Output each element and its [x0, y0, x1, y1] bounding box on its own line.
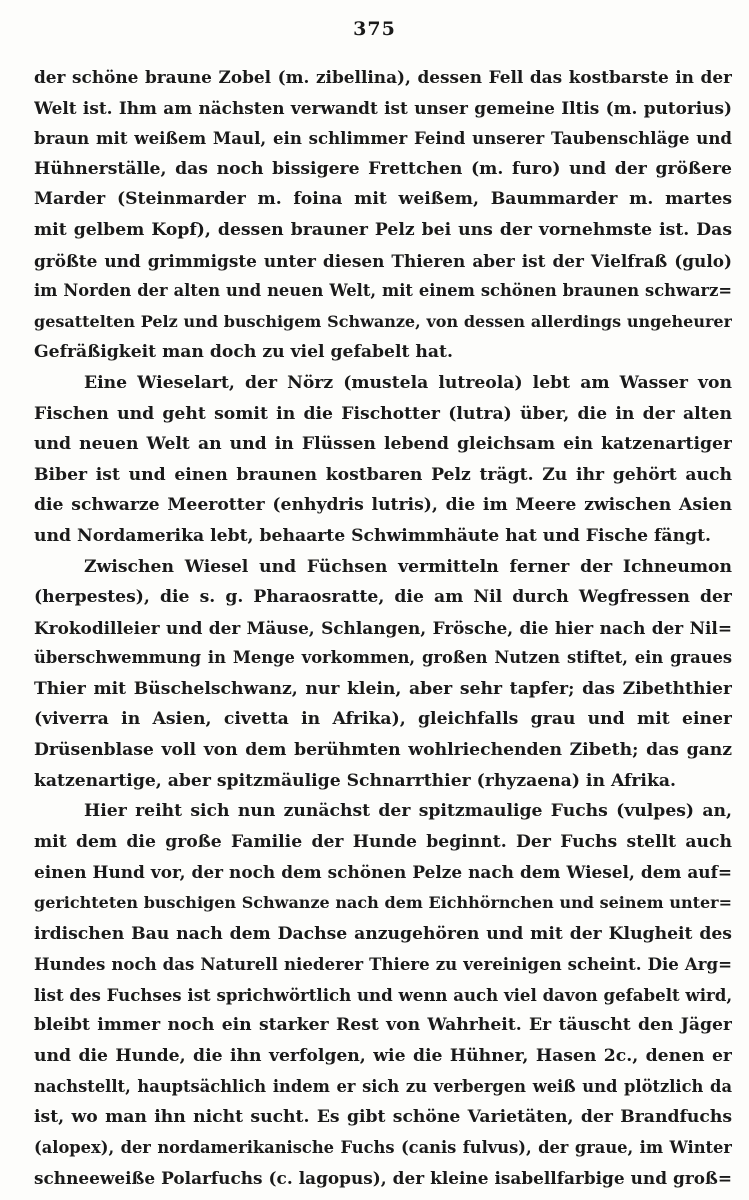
text-line: Eine Wieselart, der Nörz (mustela lutreola) lebt am Wasser von — [84, 372, 732, 393]
text-line: Zwischen Wiesel und Füchsen vermitteln ferner der Ichneumon — [84, 556, 732, 577]
text-line: irdischen Bau nach dem Dachse anzugehören und mit der Klugheit des — [34, 923, 732, 944]
page-number: 375 — [353, 18, 396, 40]
text-line: bleibt immer noch ein starker Rest von Wahrheit. Er täuscht den Jäger — [34, 1015, 732, 1036]
body-text — [34, 62, 732, 1194]
text-line: (alopex), der nordamerikanische Fuchs (canis fulvus), der graue, im Winter — [34, 1137, 732, 1157]
text-line: überschwemmung in Menge vorkommen, großen Nutzen stiftet, ein graues — [34, 648, 732, 668]
text-line: Hundes noch das Naturell niederer Thiere zu vereinigen scheint. Die Arg= — [34, 954, 732, 975]
text-line: Hühnerställe, das noch bissigere Frettchen (m. furo) und der größere — [34, 158, 732, 179]
text-line: Biber ist und einen braunen kostbaren Pelz trägt. Zu ihr gehört auch — [34, 464, 732, 485]
text-line: nachstellt, hauptsächlich indem er sich zu verbergen weiß und plötzlich da — [34, 1076, 732, 1096]
text-line: (viverra in Asien, civetta in Afrika), gleichfalls grau und mit einer — [34, 709, 732, 730]
text-line: und die Hunde, die ihn verfolgen, wie die Hühner, Hasen 2c., denen er — [34, 1046, 732, 1066]
text-line: Marder (Steinmarder m. foina mit weißem, Baummarder m. martes — [34, 189, 732, 210]
text-line: größte und grimmigste unter diesen Thieren aber ist der Vielfraß (gulo) — [34, 250, 732, 271]
text-line: katzenartige, aber spitzmäulige Schnarrthier (rhyzaena) in Afrika. — [34, 770, 676, 791]
text-line: Hier reiht sich nun zunächst der spitzmaulige Fuchs (vulpes) an, — [84, 801, 732, 822]
text-line: und neuen Welt an und in Flüssen lebend gleichsam ein katzenartiger — [34, 434, 732, 455]
text-line: Welt ist. Ihm am nächsten verwandt ist unser gemeine Iltis (m. putorius) — [34, 97, 732, 118]
text-line: mit dem die große Familie der Hunde beginnt. Der Fuchs stellt auch — [34, 831, 732, 852]
text-line: die schwarze Meerotter (enhydris lutris), die im Meere zwischen Asien — [34, 495, 732, 516]
text-line: im Norden der alten und neuen Welt, mit einem schönen braunen schwarz= — [34, 281, 732, 301]
text-line: braun mit weißem Maul, ein schlimmer Feind unserer Taubenschläge und — [34, 128, 732, 149]
text-line: der schöne braune Zobel (m. zibellina), dessen Fell das kostbarste in der — [34, 67, 732, 87]
text-line: schneeweiße Polarfuchs (c. lagopus), der kleine isabellfarbige und groß= — [34, 1168, 732, 1189]
text-line: ist, wo man ihn nicht sucht. Es gibt schöne Varietäten, der Brandfuchs — [34, 1107, 732, 1128]
text-line: mit gelbem Kopf), dessen brauner Pelz bei uns der vornehmste ist. Das — [34, 219, 732, 240]
text-line: Drüsenblase voll von dem berühmten wohlriechenden Zibeth; das ganz — [34, 740, 732, 761]
text-line: Krokodilleier und der Mäuse, Schlangen, Frösche, die hier nach der Nil= — [34, 617, 732, 638]
text-line: einen Hund vor, der noch dem schönen Pelze nach dem Wiesel, dem auf= — [34, 862, 732, 883]
text-line: (herpestes), die s. g. Pharaosratte, die am Nil durch Wegfressen der — [34, 587, 732, 608]
text-line: gerichteten buschigen Schwanze nach dem Eichhörnchen und seinem unter= — [34, 893, 732, 913]
text-line: Thier mit Büschelschwanz, nur klein, aber sehr tapfer; das Zibeththier — [34, 678, 732, 699]
text-line: Gefräßigkeit man doch zu viel gefabelt hat. — [34, 342, 453, 363]
text-line: gesattelten Pelz und buschigem Schwanze, von dessen allerdings ungeheurer — [34, 311, 732, 331]
text-line: Fischen und geht somit in die Fischotter (lutra) über, die in der alten — [34, 403, 732, 424]
text-line: list des Fuchses ist sprichwörtlich und wenn auch viel davon gefabelt wird, — [34, 984, 732, 1005]
text-line: und Nordamerika lebt, behaarte Schwimmhäute hat und Fische fängt. — [34, 525, 712, 546]
